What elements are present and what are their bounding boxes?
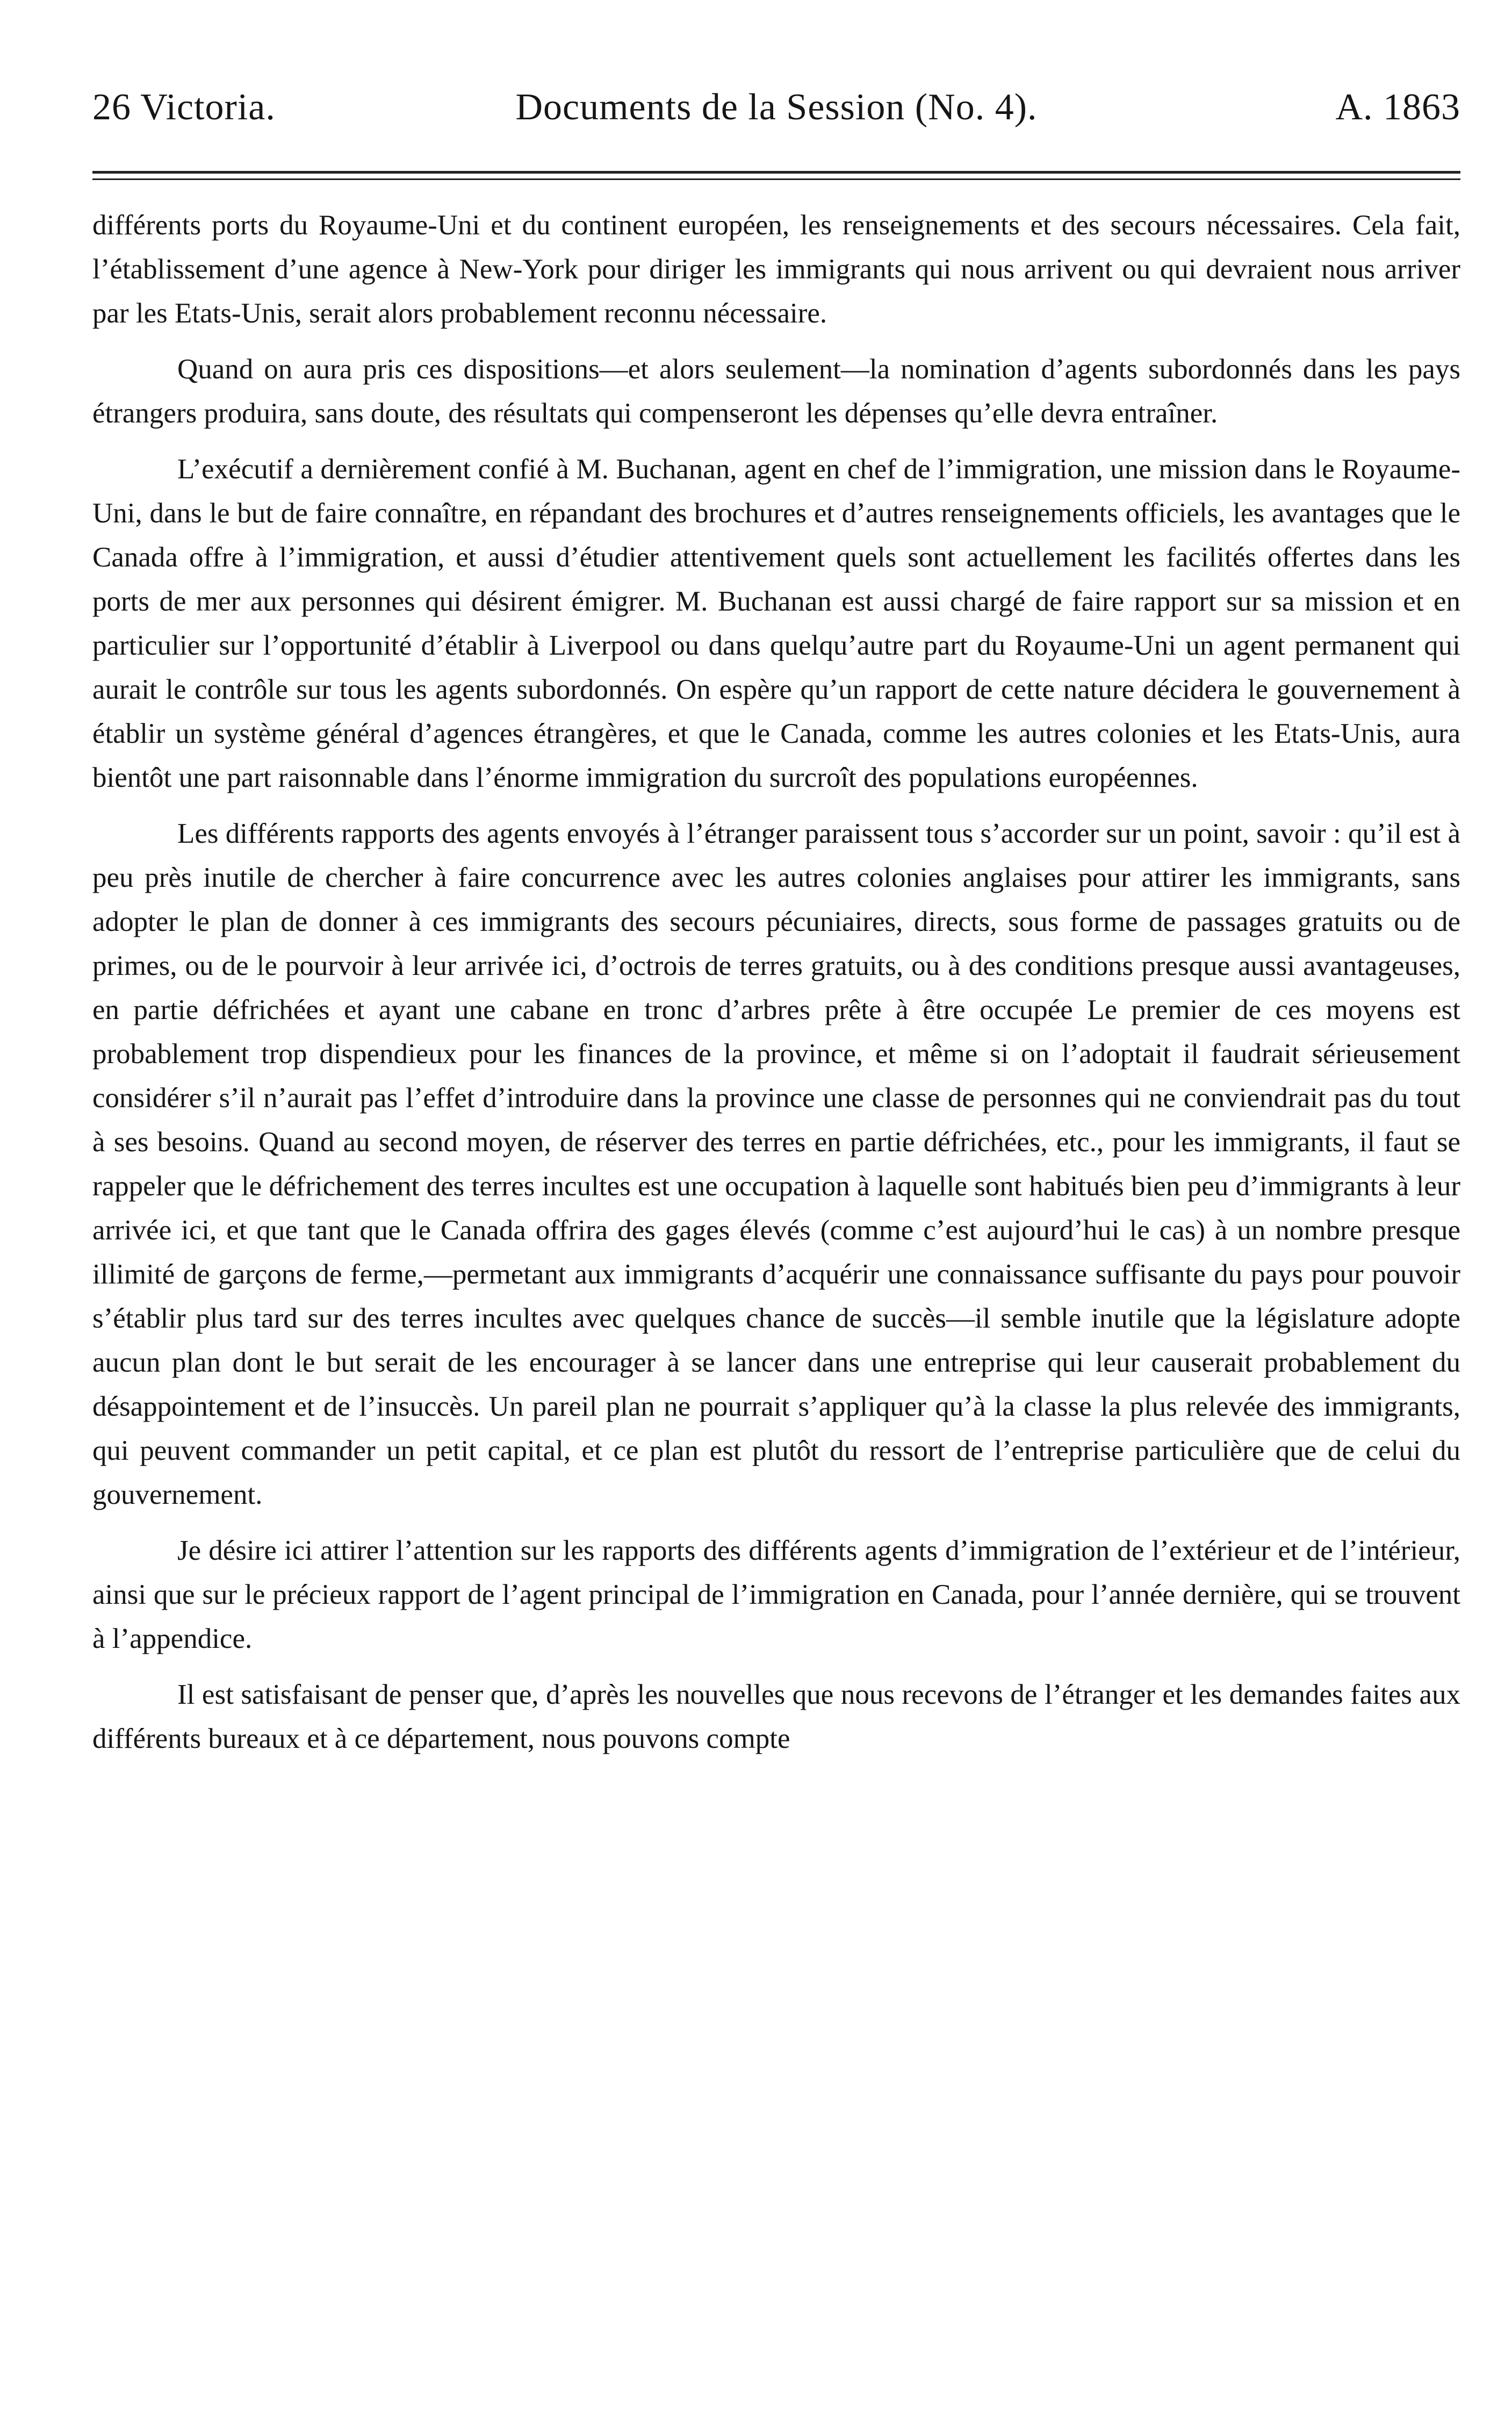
header-rule-bottom xyxy=(92,178,1460,180)
header-year: A. 1863 xyxy=(1335,87,1460,128)
header-volume: 26 Victoria. xyxy=(92,87,276,128)
paragraph: Quand on aura pris ces dispositions—et alors seulement—la nomination d’agents subordonnés dans les pays étrangers produira, sans doute, des résultats qui compenseront les dépenses qu’elle devra entraîner. xyxy=(92,354,1460,429)
paragraph: L’exécutif a dernièrement confié à M. Buchanan, agent en chef de l’immigration, une mission dans le Royaume-Uni, dans le but de faire connaître, en répandant des brochures et d’autres renseignements officiels, les avantages que le Canada offre à l’immigration, et aussi d’étudier attentivement quels sont actuellement les facilités offertes dans les ports de mer aux personnes qui désirent émigrer. M. Buchanan est aussi chargé de faire rapport sur sa mission et en particulier sur l’opportunité d’établir à Liverpool ou dans quelqu’autre part du Royaume-Uni un agent permanent qui aurait le contrôle sur tous les agents subordonnés. On espère qu’un rapport de cette nature décidera le gouvernement à établir un système général d’agences étrangères, et que le Canada, comme les autres colonies et les Etats-Unis, aura bientôt une part raisonnable dans l’énorme immigration du surcroît des populations européennes. xyxy=(92,454,1460,793)
paragraph: Il est satisfaisant de penser que, d’après les nouvelles que nous recevons de l’étranger et les demandes faites aux différents bureaux et à ce département, nous pouvons compte xyxy=(92,1679,1460,1754)
header-title: Documents de la Session (No. 4). xyxy=(515,87,1038,128)
running-head xyxy=(92,81,1460,134)
paragraph: Les différents rapports des agents envoyés à l’étranger paraissent tous s’accorder sur un point, savoir : qu’il est à peu près inutile de chercher à faire concurrence avec les autres colonies anglaises pour attirer les immigrants, sans adopter le plan de donner à ces immigrants des secours pécuniaires, directs, sous forme de passages gratuits ou de primes, ou de le pourvoir à leur arrivée ici, d’octrois de terres gratuits, ou à des conditions presque aussi avantageuses, en partie défrichées et ayant une cabane en tronc d’arbres prête à être occupée Le premier de ces moyens est probablement trop dispendieux pour les finances de la province, et même si on l’adoptait il faudrait sérieusement considérer s’il n’aurait pas l’effet d’introduire dans la province une classe de personnes qui ne conviendrait pas du tout à ses besoins. Quand au second moyen, de réserver des terres en partie défrichées, etc., pour les immigrants, il faut se rappeler que le défrichement des terres incultes est une occupation à laquelle sont habitués bien peu d’immigrants à leur arrivée ici, et que tant que le Canada offrira des gages élevés (comme c’est aujourd’hui le cas) à un nombre presque illimité de garçons de ferme,—permetant aux immigrants d’acquérir une connaissance suffisante du pays pour pouvoir s’établir plus tard sur des terres incultes avec quelques chance de succès—il semble inutile que la législature adopte aucun plan dont le but serait de les encourager à se lancer dans une entreprise qui leur causerait probablement du désappointement et de l’insuccès. Un pareil plan ne pourrait s’appliquer qu’à la classe la plus relevée des immigrants, qui peuvent commander un petit capital, et ce plan est plutôt du ressort de l’entreprise particulière que de celui du gouvernement. xyxy=(92,818,1460,1510)
header-rule-top xyxy=(92,171,1460,174)
paragraph: Je désire ici attirer l’attention sur les rapports des différents agents d’immigration de l’extérieur et de l’intérieur, ainsi que sur le précieux rapport de l’agent principal de l’immigration en Canada, pour l’année dernière, qui se trouvent à l’appendice. xyxy=(92,1535,1460,1654)
paragraph-continuation: différents ports du Royaume-Uni et du continent européen, les renseignements et des secours nécessaires. Cela fait, l’établissement d’une agence à New-York pour diriger les immigrants qui nous arrivent ou qui devraient nous arriver par les Etats-Unis, serait alors probablement reconnu nécessaire. xyxy=(92,210,1460,329)
body-text xyxy=(92,203,1460,1773)
